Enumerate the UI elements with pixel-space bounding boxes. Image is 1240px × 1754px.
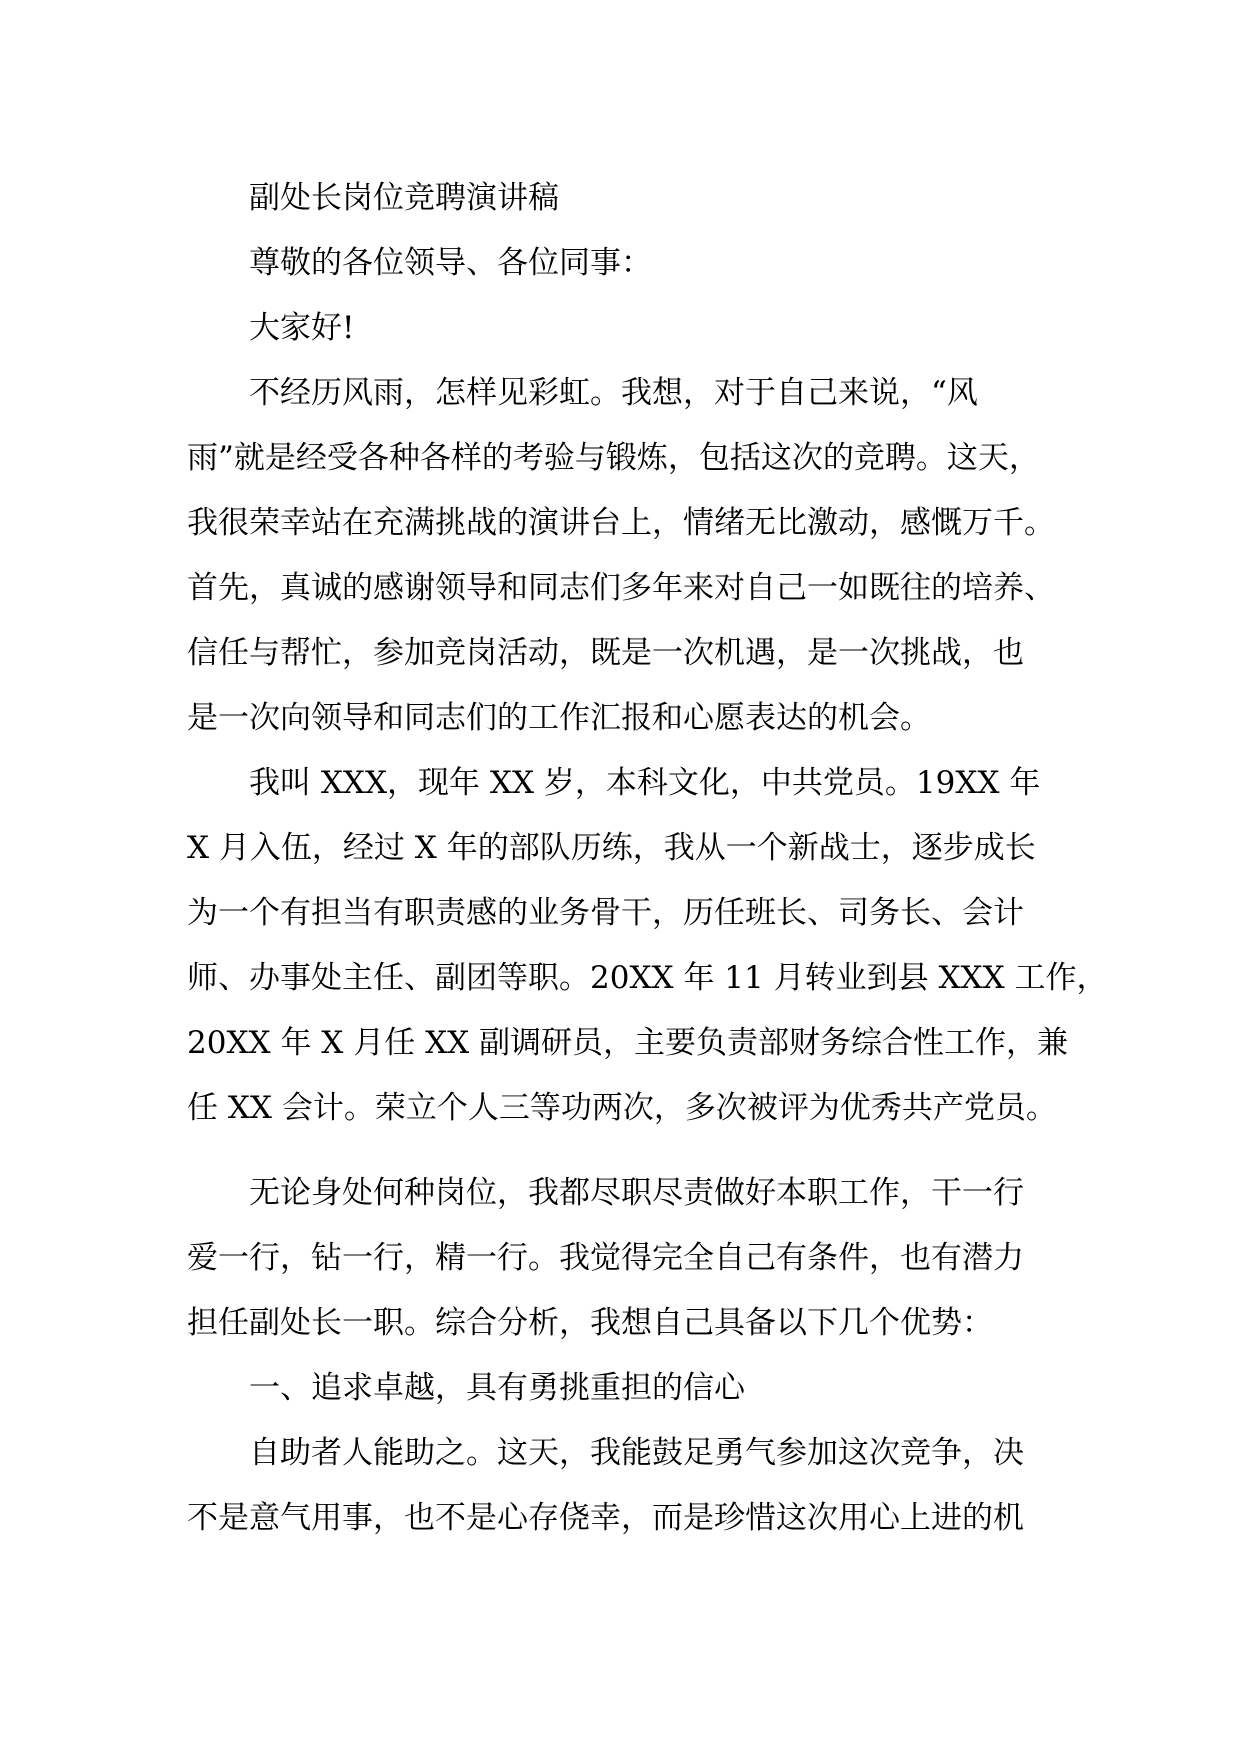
paragraph-spacer [187,1141,1087,1161]
section-heading-1: 一、追求卓越，具有勇挑重担的信心 [249,1370,745,1406]
greeting: 大家好! [249,310,355,346]
paragraph-1-line-1: 不经历风雨，怎样见彩虹。我想，对于自己来说，“风 [249,375,978,411]
paragraph-2-line-1: 我叫 XXX，现年 XX 岁，本科文化，中共党员。19XX 年 [249,765,1041,801]
paragraph-2-line-5: 20XX 年 X 月任 XX 副调研员，主要负责部财务综合性工作，兼 [187,1025,1069,1061]
paragraph-2-line-2: X 月入伍，经过 X 年的部队历练，我从一个新战士，逐步成长 [187,830,1036,866]
paragraph-4-line-1: 自助者人能助之。这天，我能鼓足勇气参加这次竞争，决 [249,1435,1024,1471]
paragraph-3-line-2: 爱一行，钻一行，精一行。我觉得完全自己有条件，也有潜力 [187,1240,1024,1276]
paragraph-2-line-6: 任 XX 会计。荣立个人三等功两次，多次被评为优秀共产党员。 [187,1090,1057,1126]
document-title: 副处长岗位竞聘演讲稿 [249,180,559,216]
paragraph-1-line-3: 我很荣幸站在充满挑战的演讲台上，情绪无比激动，感慨万千。 [187,505,1055,541]
document-body [187,166,1108,1551]
paragraph-1-line-4: 首先，真诚的感谢领导和同志们多年来对自己一如既往的培养、 [187,570,1055,606]
paragraph-4-line-2: 不是意气用事，也不是心存侥幸，而是珍惜这次用心上进的机 [187,1500,1024,1536]
paragraph-1-line-6: 是一次向领导和同志们的工作汇报和心愿表达的机会。 [187,700,931,736]
paragraph-1-line-5: 信任与帮忙，参加竞岗活动，既是一次机遇，是一次挑战，也 [187,635,1024,671]
paragraph-2-line-4: 师、办事处主任、副团等职。20XX 年 11 月转业到县 XXX 工作， [187,960,1108,996]
paragraph-3-line-1: 无论身处何种岗位，我都尽职尽责做好本职工作，干一行 [249,1175,1024,1211]
salutation: 尊敬的各位领导、各位同事： [249,245,652,281]
paragraph-1-line-2: 雨”就是经受各种各样的考验与锻炼，包括这次的竞聘。这天， [187,440,1040,476]
paragraph-3-line-3: 担任副处长一职。综合分析，我想自己具备以下几个优势： [187,1305,993,1341]
paragraph-2-line-3: 为一个有担当有职责感的业务骨干，历任班长、司务长、会计 [187,895,1024,931]
